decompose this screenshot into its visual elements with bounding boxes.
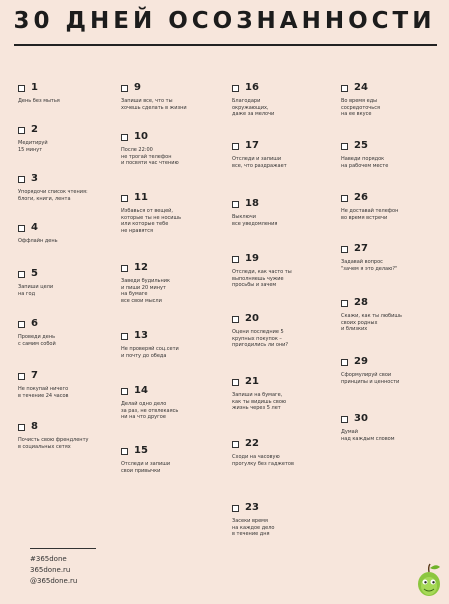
day-number: 15: [134, 445, 148, 456]
day-number: 21: [245, 376, 259, 387]
day-checkbox[interactable]: [121, 195, 128, 202]
day-checkbox[interactable]: [18, 225, 25, 232]
day-task: Отследи и запиши свои привычки: [121, 461, 171, 474]
day-number: 20: [245, 313, 259, 324]
day-number: 25: [354, 140, 368, 151]
day-checkbox[interactable]: [121, 134, 128, 141]
day-task: Медитируй 15 минут: [18, 140, 48, 153]
day-number: 18: [245, 198, 259, 209]
footer-site: 365done.ru: [30, 566, 71, 574]
day-checkbox[interactable]: [18, 373, 25, 380]
day-number: 17: [245, 140, 259, 151]
day-checkbox[interactable]: [232, 505, 239, 512]
day-checkbox[interactable]: [121, 388, 128, 395]
day-task: Выключи все уведомления: [232, 214, 278, 227]
day-number: 4: [31, 222, 38, 233]
day-task: Не покупай ничего в течение 24 часов: [18, 386, 69, 399]
day-number: 19: [245, 253, 259, 264]
day-checkbox[interactable]: [121, 333, 128, 340]
day-task: Заведи будильник и пиши 20 минут на бумаге все свои мысли: [121, 278, 171, 304]
day-number: 28: [354, 297, 368, 308]
day-checkbox[interactable]: [341, 416, 348, 423]
day-task: Запиши на бумаге, как ты видишь свою жизнь через 5 лет: [232, 392, 287, 411]
day-number: 6: [31, 318, 38, 329]
day-number: 1: [31, 82, 38, 93]
day-task: Засеки время на каждое дело в течение дня: [232, 518, 275, 537]
day-task: Проведи день с самим собой: [18, 334, 56, 347]
day-number: 10: [134, 131, 148, 142]
day-task: Не доставай телефон во время встречи: [341, 208, 399, 221]
day-task: Оцени последние 5 крупных покупок – пригодились ли они?: [232, 329, 289, 348]
day-checkbox[interactable]: [121, 265, 128, 272]
day-task: Делай одно дело за раз, не отвлекаясь ни на что другое: [121, 401, 179, 420]
day-number: 2: [31, 124, 38, 135]
day-task: Отследи, как часто ты выполняешь чужие просьбы и зачем: [232, 269, 292, 288]
day-task: Избавься от вещей, которые ты не носишь или которые тебе не нравятся: [121, 208, 182, 234]
day-task: Оффлайн день: [18, 238, 58, 244]
day-task: Запиши все, что ты хочешь сделать в жизни: [121, 98, 187, 111]
day-number: 26: [354, 192, 368, 203]
day-task: Не проверяй соц.сети и почту до обеда: [121, 346, 179, 359]
page-title: 30 ДНЕЙ ОСОЗНАННОСТИ: [13, 8, 436, 34]
day-task: Наведи порядок на рабочем месте: [341, 156, 389, 169]
day-checkbox[interactable]: [232, 379, 239, 386]
day-task: Благодари окружающих, даже за мелочи: [232, 98, 275, 117]
day-number: 9: [134, 82, 141, 93]
day-number: 14: [134, 385, 148, 396]
day-checkbox[interactable]: [18, 271, 25, 278]
day-task: Сформулируй свои принципы и ценности: [341, 372, 400, 385]
day-task: Скажи, как ты любишь своих родных и близких: [341, 313, 402, 332]
day-number: 8: [31, 421, 38, 432]
day-number: 29: [354, 356, 368, 367]
day-checkbox[interactable]: [341, 359, 348, 366]
day-checkbox[interactable]: [18, 127, 25, 134]
day-checkbox[interactable]: [232, 201, 239, 208]
footer-hashtag: #365done: [30, 555, 67, 563]
apple-logo-icon: [414, 560, 444, 600]
footer-handle: @365done.ru: [30, 577, 78, 585]
day-checkbox[interactable]: [18, 176, 25, 183]
day-checkbox[interactable]: [341, 246, 348, 253]
day-number: 11: [134, 192, 148, 203]
day-checkbox[interactable]: [232, 441, 239, 448]
day-checkbox[interactable]: [341, 85, 348, 92]
day-checkbox[interactable]: [232, 143, 239, 150]
day-checkbox[interactable]: [232, 85, 239, 92]
day-task: Сходи на часовую прогулку без гаджетов: [232, 454, 294, 467]
day-number: 3: [31, 173, 38, 184]
day-checkbox[interactable]: [121, 448, 128, 455]
day-number: 7: [31, 370, 38, 381]
day-task: Отследи и запиши все, что раздражает: [232, 156, 287, 169]
day-checkbox[interactable]: [341, 300, 348, 307]
day-checkbox[interactable]: [341, 195, 348, 202]
day-number: 13: [134, 330, 148, 341]
day-task: Почисть свою френдленту в социальных сетях: [18, 437, 89, 450]
day-task: Запиши цели на год: [18, 284, 54, 297]
day-checkbox[interactable]: [121, 85, 128, 92]
day-number: 12: [134, 262, 148, 273]
day-number: 27: [354, 243, 368, 254]
title-divider: [14, 44, 437, 46]
day-number: 5: [31, 268, 38, 279]
day-checkbox[interactable]: [232, 316, 239, 323]
day-number: 30: [354, 413, 368, 424]
day-task: День без мытья: [18, 98, 60, 104]
day-checkbox[interactable]: [341, 143, 348, 150]
day-task: После 22:00 не трогай телефон и посвяти час чтению: [121, 147, 179, 166]
day-checkbox[interactable]: [18, 85, 25, 92]
day-checkbox[interactable]: [18, 424, 25, 431]
day-checkbox[interactable]: [18, 321, 25, 328]
day-task: Во время еды сосредоточься на ее вкусе: [341, 98, 380, 117]
day-task: Думай над каждым словом: [341, 429, 395, 442]
day-number: 23: [245, 502, 259, 513]
day-checkbox[interactable]: [232, 256, 239, 263]
day-task: Задавай вопрос "зачем я это делаю?": [341, 259, 398, 272]
day-number: 16: [245, 82, 259, 93]
day-number: 22: [245, 438, 259, 449]
day-number: 24: [354, 82, 368, 93]
footer: [30, 548, 96, 587]
day-task: Упорядочи список чтения: блоги, книги, лента: [18, 189, 88, 202]
